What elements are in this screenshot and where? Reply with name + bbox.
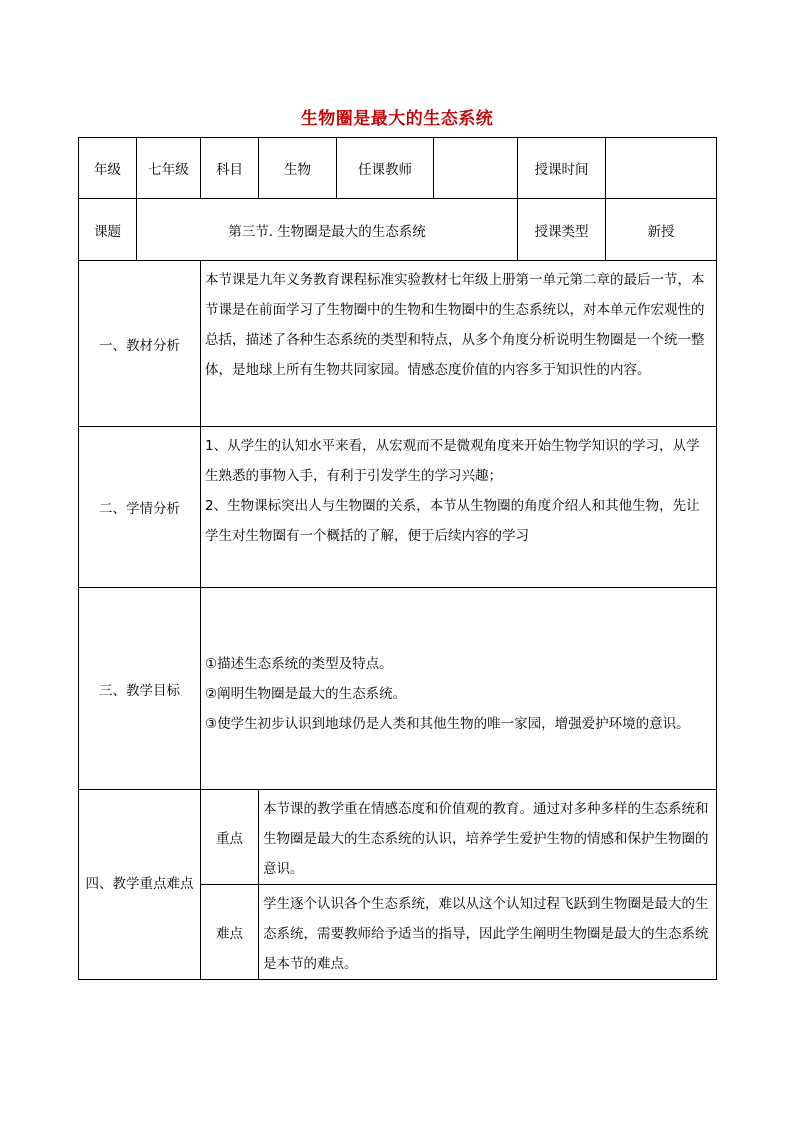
grade-label: 年级: [79, 138, 137, 199]
difficulty-label: 难点: [201, 885, 259, 980]
goals-item-2: ②阐明生物圈是最大的生态系统。: [205, 685, 407, 702]
goals-text: [201, 588, 717, 790]
topic-label: 课题: [79, 199, 137, 261]
goals-label: 三、教学目标: [79, 588, 201, 790]
topic-value: 第三节. 生物圈是最大的生态系统: [137, 199, 518, 261]
focus-label: 重点: [201, 790, 259, 885]
lesson-type-label: 授课类型: [518, 199, 606, 261]
students-item-2: 2、生物课标突出人与生物圈的关系，本节从生物圈的角度介绍人和其他生物，先让学生对生物圈有一个概括的了解，便于后续内容的学习: [205, 498, 700, 544]
students-text: [201, 427, 717, 588]
goals-item-3: ③使学生初步认识到地球仍是人类和其他生物的唯一家园，增强爱护环境的意识。: [205, 715, 690, 732]
time-value: [606, 138, 717, 199]
header-row: [79, 138, 717, 199]
students-label: 二、学情分析: [79, 427, 201, 588]
difficulty-text: [259, 885, 717, 980]
focus-row: [79, 790, 717, 885]
material-row: [79, 261, 717, 427]
time-label: 授课时间: [518, 138, 606, 199]
document-title: 生物圈是最大的生态系统: [300, 109, 494, 129]
subject-label: 科目: [201, 138, 259, 199]
lesson-plan-table: [78, 137, 717, 980]
focus-paragraph: 本节课的教学重在情感态度和价值观的教育。通过对多种多样的生态系统和生物圈是最大的生态系统的认识，培养学生爱护生物的情感和保护生物圈的意识。: [263, 801, 709, 877]
students-row: [79, 427, 717, 588]
focus-text: [259, 790, 717, 885]
topic-row: [79, 199, 717, 261]
difficulty-paragraph: 学生逐个认识各个生态系统，难以从这个认知过程飞跃到生物圈是最大的生态系统，需要教师给予适当的指导，因此学生阐明生物圈是最大的生态系统是本节的难点。: [263, 896, 709, 972]
material-paragraph: 本节课是九年义务教育课程标准实验教材七年级上册第一单元第二章的最后一节，本节课是在前面学习了生物圈中的生物和生物圈中的生态系统以，对本单元作宏观性的总括，描述了各种生态系统的类型和特点，从多个角度分析说明生物圈是一个统一整体，是地球上所有生物共同家园。情感态度价值的内容多于知识性的内容。: [205, 272, 705, 378]
students-item-1: 1、从学生的认知水平来看，从宏观而不是微观角度来开始生物学知识的学习，从学生熟悉的事物入手，有利于引发学生的学习兴趣；: [205, 438, 700, 484]
material-text: [201, 261, 717, 427]
keypoints-label: 四、教学重点难点: [79, 790, 201, 980]
teacher-label: 任课教师: [337, 138, 434, 199]
material-label: 一、教材分析: [79, 261, 201, 427]
subject-value: 生物: [259, 138, 337, 199]
lesson-type-value: 新授: [606, 199, 717, 261]
grade-value: 七年级: [137, 138, 201, 199]
teacher-value: [434, 138, 518, 199]
goals-item-1: ①描述生态系统的类型及特点。: [205, 655, 393, 672]
goals-row: [79, 588, 717, 790]
